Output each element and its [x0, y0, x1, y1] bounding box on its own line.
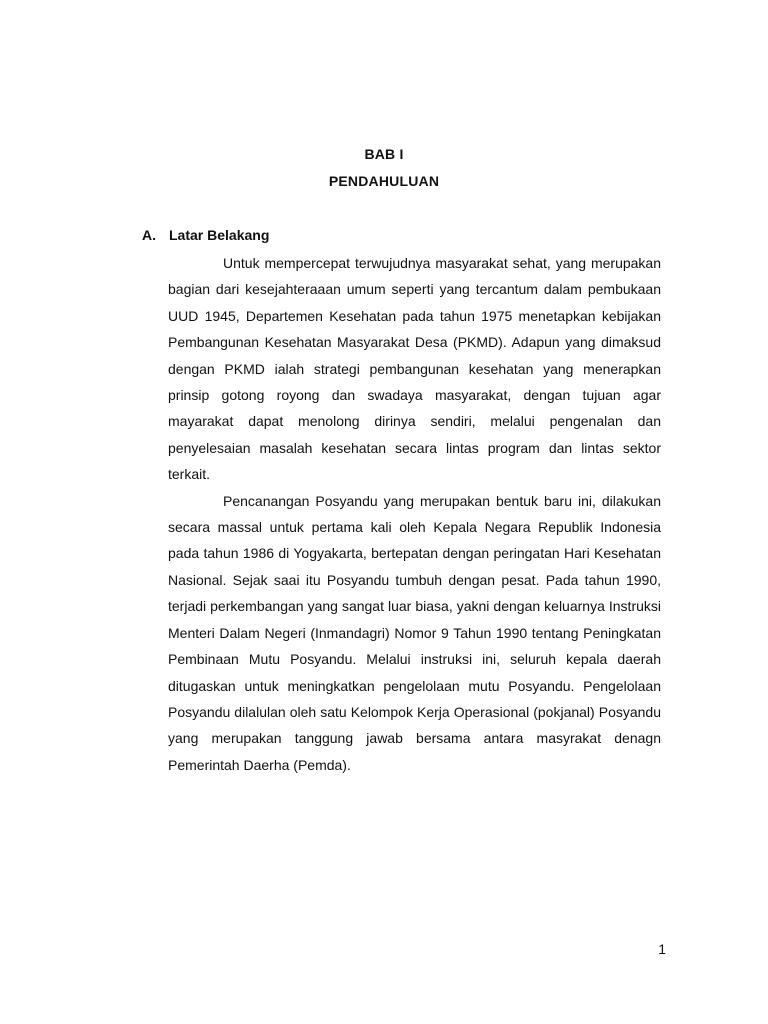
- section-letter: A.: [142, 227, 156, 243]
- paragraph-1: Untuk mempercepat terwujudnya masyarakat sehat, yang merupakan bagian dari kesejahteraaan umum seperti yang tercantum dalam pembukaan UUD 1945, Departemen Kesehatan pada tahun 1975 menetapkan kebijakan Pembangunan Kesehatan Masyarakat Desa (PKMD). Adapun yang dimaksud dengan PKMD ialah strategi pembangunan kesehatan yang menerapkan prinsip gotong royong dan swadaya masyarakat, dengan tujuan agar mayarakat dapat menolong dirinya sendiri, melalui pengenalan dan penyelesaian masalah kesehatan secara lintas program dan lintas sektor terkait.: [168, 255, 661, 483]
- chapter-label: BAB I: [364, 146, 404, 162]
- section-heading: [142, 227, 269, 243]
- chapter-title: PENDAHULUAN: [328, 173, 440, 189]
- paragraph-2: Pencanangan Posyandu yang merupakan bentuk baru ini, dilakukan secara massal untuk pertama kali oleh Kepala Negara Republik Indonesia pada tahun 1986 di Yogyakarta, bertepatan dengan peringatan Hari Kesehatan Nasional. Sejak saai itu Posyandu tumbuh dengan pesat. Pada tahun 1990, terjadi perkembangan yang sangat luar biasa, yakni dengan keluarnya Instruksi Menteri Dalam Negeri (Inmandagri) Nomor 9 Tahun 1990 tentang Peningkatan Pembinaan Mutu Posyandu. Melalui instruksi ini, seluruh kepala daerah ditugaskan untuk meningkatkan pengelolaan mutu Posyandu. Pengelolaan Posyandu dilalulan oleh satu Kelompok Kerja Operasional (pokjanal) Posyandu yang merupakan tanggung jawab bersama antara masyrakat denagn Pemerintah Daerha (Pemda).: [168, 492, 661, 773]
- section-title: Latar Belakang: [169, 227, 270, 243]
- body-text: [168, 250, 661, 778]
- page-number: 1: [658, 941, 666, 957]
